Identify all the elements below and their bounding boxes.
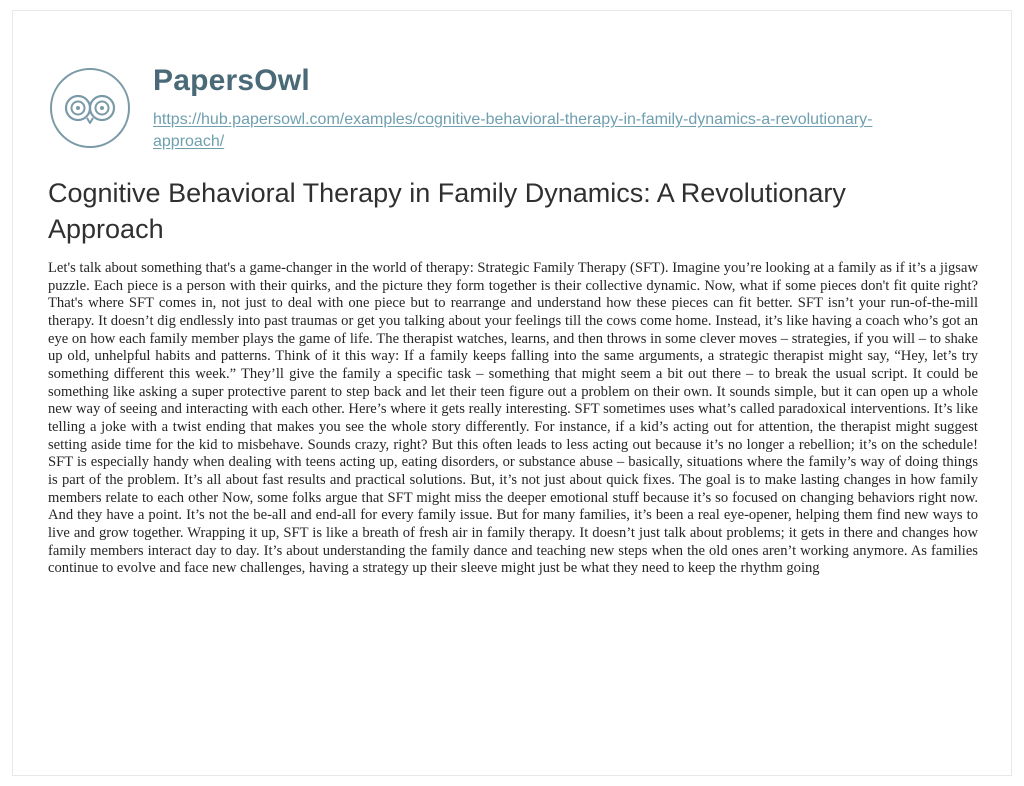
owl-eyes-svg — [63, 88, 117, 128]
owl-eyes-icon — [50, 68, 130, 148]
article-body: Let's talk about something that's a game-changer in the world of therapy: Strategic Family Therapy (SFT). Imagine you’re looking at a family as if it’s a jigsaw puzzle. Each piece is a person with their quirks, and the picture they form together is their collective dynamic. Now, what if some pieces don't fit quite right? That's where SFT comes in, not just to deal with one piece but to rearrange and understand how these pieces can fit better. SFT isn’t your run-of-the-mill therapy. It doesn’t dig endlessly into past traumas or get you talking about your feelings till the cows come home. Instead, it’s like having a coach who’s got an eye on how each family member plays the game of life. The therapist watches, learns, and then throws in some clever moves – strategies, if you will – to shake up old, unhelpful habits and patterns. Think of it this way: If a family keeps falling into the same arguments, a strategic therapist might say, “Hey, let’s try something different this week.” They’ll give the family a specific task – something that might seem a bit out there – to break the usual script. It could be something like asking a super protective parent to step back and let their teen figure out a problem on their own. It sounds simple, but it can open up a whole new way of seeing and interacting with each other. Here’s where it gets really interesting. SFT sometimes uses what’s called paradoxical interventions. It’s like telling a joke with a twist ending that makes you see the whole story differently. For instance, if a kid’s acting out for attention, the therapist might suggest setting aside time for the kid to misbehave. Sounds crazy, right? But this often leads to less acting out because it’s no longer a rebellion; it’s on the schedule! SFT is especially handy when dealing with teens acting up, eating disorders, or substance abuse – basically, situations where the family’s way of doing things is part of the problem. It’s all about fast results and practical solutions. But, it’s not just about quick fixes. The goal is to make lasting changes in how family members relate to each other Now, some folks argue that SFT might miss the deeper emotional stuff because it’s so focused on changing behaviors right now. And they have a point. It’s not the be-all and end-all for every family issue. But for many families, it’s been a real eye-opener, helping them find new ways to live and grow together. Wrapping it up, SFT is like a breath of fresh air in family therapy. It doesn’t just talk about problems; it gets in there and changes how family members interact day to day. It’s about understanding the family dance and teaching new steps when the old ones aren’t working anymore. As families continue to evolve and face new challenges, having a strategy up their sleeve might just be what they need to keep the rhythm going — [48, 260, 978, 577]
article-title: Cognitive Behavioral Therapy in Family Dynamics: A Revolutionary Approach — [48, 178, 846, 244]
source-url-link[interactable]: https://hub.papersowl.com/examples/cognitive-behavioral-therapy-in-family-dynamics-a-revolutionary-approach/ — [153, 111, 873, 150]
brand-name: PapersOwl — [153, 64, 310, 97]
